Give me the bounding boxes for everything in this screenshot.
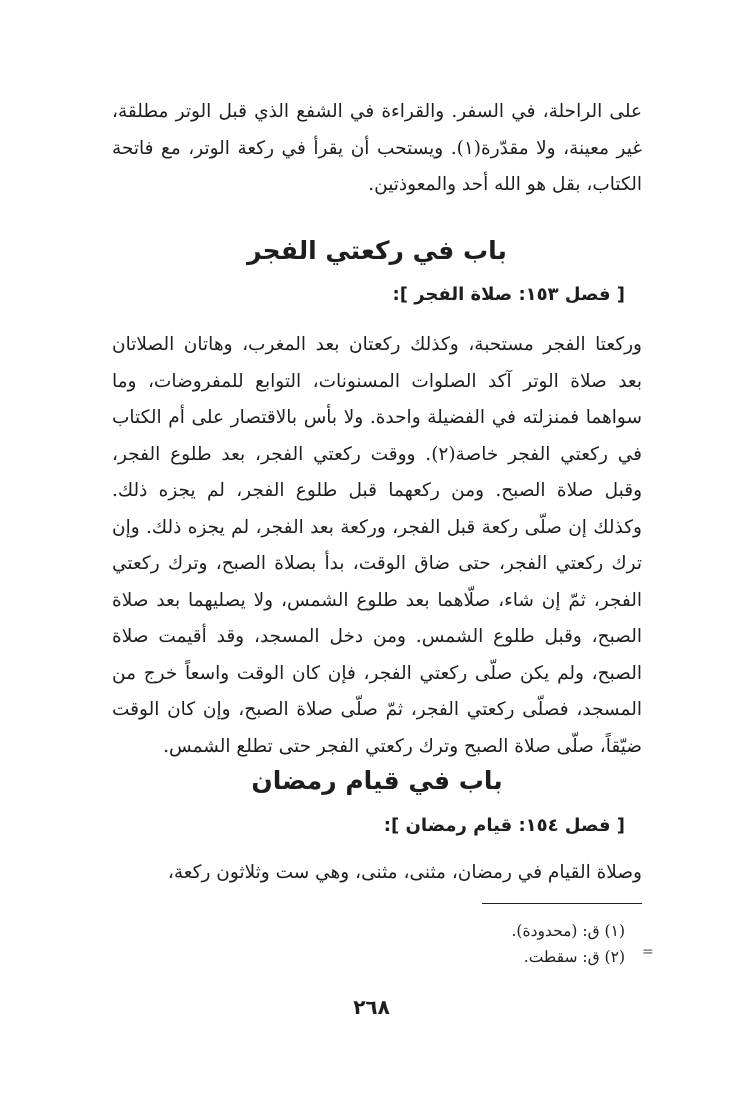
fajr-paragraph: [112, 327, 642, 765]
chapter-heading-ramadan: باب في قيام رمضان: [251, 766, 503, 795]
chapter-heading-fajr: باب في ركعتي الفجر: [247, 236, 507, 265]
section-label-153: [ فصل ١٥٣: صلاة الفجر ]:: [392, 284, 625, 305]
opening-text: على الراحلة، في السفر. والقراءة في الشفع الذي قبل الوتر مطلقة، غير معينة، ولا مقدّرة(١). ويستحب أن يقرأ في ركعة الوتر، مع فاتحة الكتاب، بقل هو الله أحد والمعوذتين.: [112, 101, 642, 195]
footnote-divider: [482, 903, 642, 904]
opening-paragraph: [112, 94, 642, 204]
footnote-2: (٢) ق: سقطت.: [523, 948, 625, 966]
section-label-154: [ فصل ١٥٤: قيام رمضان ]:: [383, 815, 625, 836]
page-number: ٢٦٨: [353, 995, 390, 1019]
footnote-1: (١) ق: (محدودة).: [511, 922, 625, 940]
ramadan-text: وصلاة القيام في رمضان، مثنى، مثنى، وهي ست وثلاثون ركعة،: [167, 862, 642, 883]
ramadan-paragraph: [112, 855, 642, 892]
fajr-text: وركعتا الفجر مستحبة، وكذلك ركعتان بعد المغرب، وهاتان الصلاتان بعد صلاة الوتر آكد الصلوات المسنونات، التوابع للمفروضات، وما سواهما فمنزلته في الفضيلة واحدة. ولا بأس بالاقتصار على أم الكتاب في ركعتي الفجر خاصة(٢). ووقت ركعتي الفجر، بعد طلوع الفجر، وقبل صلاة الصبح. ومن ركعهما قبل طلوع الفجر، لم يجزه ذلك. وكذلك إن صلّى ركعة قبل الفجر، وركعة بعد الفجر، لم يجزه ذلك. وإن ترك ركعتي الفجر، حتى ضاق الوقت، بدأ بصلاة الصبح، وترك ركعتي الفجر، ثمّ إن شاء، صلّاهما بعد طلوع الشمس، ولا يصليهما بعد صلاة الصبح، وقبل طلوع الشمس. ومن دخل المسجد، وقد أقيمت صلاة الصبح، ولم يكن صلّى ركعتي الفجر، فإن كان الوقت واسعاً خرج من المسجد، فصلّى ركعتي الفجر، ثمّ صلّى صلاة الصبح، وإن كان الوقت ضيّقاً، صلّى صلاة الصبح وترك ركعتي الفجر حتى تطلع الشمس.: [112, 334, 642, 757]
margin-mark: =: [642, 944, 654, 960]
